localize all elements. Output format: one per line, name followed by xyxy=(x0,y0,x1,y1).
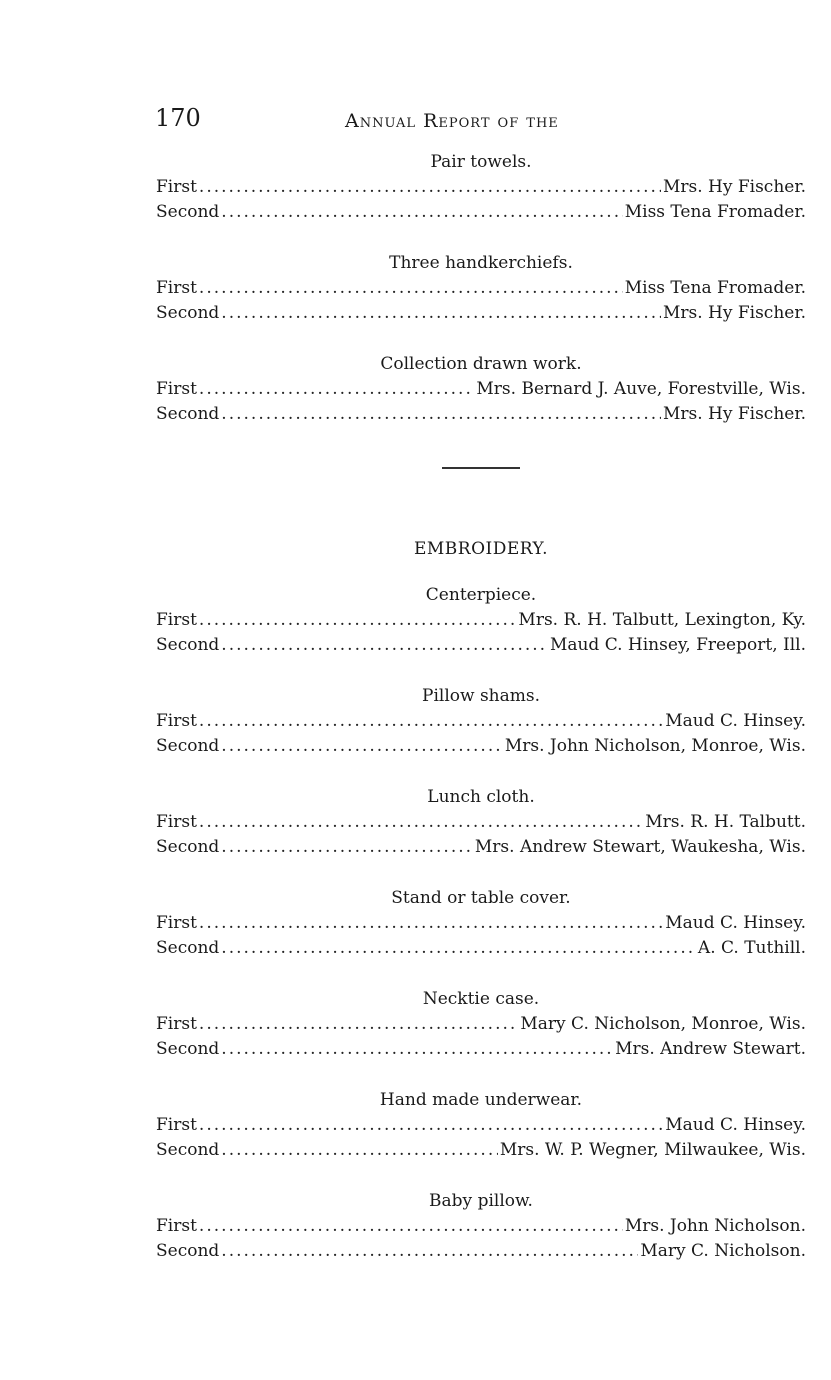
award-category xyxy=(156,352,806,427)
award-entry xyxy=(156,276,806,301)
award-place: Second xyxy=(156,404,220,424)
award-entry xyxy=(156,1138,806,1163)
dot-leader xyxy=(199,608,516,633)
award-entry xyxy=(156,709,806,734)
dot-leader xyxy=(221,301,661,326)
award-entry xyxy=(156,936,806,961)
award-place: Second xyxy=(156,202,220,222)
award-winner: Mary C. Nicholson, Monroe, Wis. xyxy=(520,1014,806,1034)
award-entry xyxy=(156,1214,806,1239)
award-place: First xyxy=(156,278,197,298)
award-category xyxy=(156,583,806,658)
award-winner: Mrs. John Nicholson. xyxy=(624,1216,806,1236)
award-category xyxy=(156,251,806,326)
award-place: First xyxy=(156,913,197,933)
category-title: Pair towels. xyxy=(430,152,532,172)
category-title: Necktie case. xyxy=(422,989,540,1009)
section-heading-embroidery: EMBROIDERY. xyxy=(413,539,548,559)
dot-leader xyxy=(199,911,663,936)
award-entry xyxy=(156,633,806,658)
dot-leader xyxy=(221,734,503,759)
award-place: First xyxy=(156,379,197,399)
award-category xyxy=(156,886,806,961)
award-winner: Maud C. Hinsey. xyxy=(665,913,806,933)
award-winner: Miss Tena Fromader. xyxy=(624,278,806,298)
award-entry xyxy=(156,1113,806,1138)
award-winner: Mrs. Hy Fischer. xyxy=(662,177,806,197)
award-winner: Mrs. R. H. Talbutt, Lexington, Ky. xyxy=(518,610,806,630)
page-content xyxy=(156,150,806,1290)
category-title: Three handkerchiefs. xyxy=(389,253,573,273)
award-winner: Mrs. W. P. Wegner, Milwaukee, Wis. xyxy=(499,1140,806,1160)
award-winner: Maud C. Hinsey, Freeport, Ill. xyxy=(549,635,806,655)
award-category xyxy=(156,1189,806,1264)
award-winner: Mrs. Andrew Stewart. xyxy=(615,1039,806,1059)
award-winner: Mrs. Hy Fischer. xyxy=(662,303,806,323)
category-title: Stand or table cover. xyxy=(391,888,571,908)
embroidery-category-list xyxy=(156,583,806,1264)
award-place: First xyxy=(156,177,197,197)
dot-leader xyxy=(221,835,473,860)
award-place: Second xyxy=(156,938,220,958)
award-winner: Mrs. John Nicholson, Monroe, Wis. xyxy=(504,736,806,756)
award-winner: Maud C. Hinsey. xyxy=(665,1115,806,1135)
award-winner: Miss Tena Fromader. xyxy=(624,202,806,222)
award-entry xyxy=(156,175,806,200)
award-winner: Mrs. Andrew Stewart, Waukesha, Wis. xyxy=(474,837,806,857)
dot-leader xyxy=(199,276,623,301)
award-category xyxy=(156,1088,806,1163)
award-place: Second xyxy=(156,635,220,655)
award-entry xyxy=(156,911,806,936)
award-winner: Mrs. R. H. Talbutt. xyxy=(645,812,806,832)
award-category xyxy=(156,785,806,860)
category-title: Collection drawn work. xyxy=(380,354,582,374)
top-category-list xyxy=(156,150,806,427)
award-entry xyxy=(156,377,806,402)
award-entry xyxy=(156,402,806,427)
award-place: Second xyxy=(156,1241,220,1261)
award-place: Second xyxy=(156,1140,220,1160)
page-number: 170 xyxy=(155,104,201,132)
award-place: First xyxy=(156,1115,197,1135)
dot-leader xyxy=(199,1113,663,1138)
award-place: Second xyxy=(156,736,220,756)
award-winner: Mary C. Nicholson. xyxy=(640,1241,806,1261)
award-category xyxy=(156,684,806,759)
category-title: Centerpiece. xyxy=(425,585,537,605)
award-winner: Mrs. Hy Fischer. xyxy=(662,404,806,424)
award-entry xyxy=(156,608,806,633)
dot-leader xyxy=(199,175,661,200)
dot-leader xyxy=(199,709,663,734)
award-entry xyxy=(156,200,806,225)
dot-leader xyxy=(221,633,548,658)
dot-leader xyxy=(199,1012,518,1037)
award-entry xyxy=(156,810,806,835)
award-place: First xyxy=(156,711,197,731)
page-header xyxy=(155,104,805,138)
award-place: Second xyxy=(156,837,220,857)
dot-leader xyxy=(221,1138,498,1163)
dot-leader xyxy=(199,810,643,835)
dot-leader xyxy=(199,1214,623,1239)
award-winner: A. C. Tuthill. xyxy=(697,938,806,958)
category-title: Baby pillow. xyxy=(429,1191,533,1211)
award-place: First xyxy=(156,1216,197,1236)
dot-leader xyxy=(221,1239,638,1264)
dot-leader xyxy=(221,200,622,225)
award-entry xyxy=(156,734,806,759)
award-winner: Maud C. Hinsey. xyxy=(665,711,806,731)
running-title: Annual Report of the xyxy=(345,110,559,132)
dot-leader xyxy=(221,936,696,961)
award-entry xyxy=(156,1239,806,1264)
award-place: First xyxy=(156,812,197,832)
category-title: Lunch cloth. xyxy=(427,787,535,807)
dot-leader xyxy=(199,377,474,402)
award-winner: Mrs. Bernard J. Auve, Forestville, Wis. xyxy=(476,379,806,399)
award-category xyxy=(156,987,806,1062)
category-title: Hand made underwear. xyxy=(379,1090,583,1110)
award-place: First xyxy=(156,610,197,630)
category-title: Pillow shams. xyxy=(422,686,540,706)
award-place: Second xyxy=(156,1039,220,1059)
award-entry xyxy=(156,1012,806,1037)
award-entry xyxy=(156,835,806,860)
dot-leader xyxy=(221,402,661,427)
award-entry xyxy=(156,301,806,326)
dot-leader xyxy=(221,1037,613,1062)
award-entry xyxy=(156,1037,806,1062)
award-place: First xyxy=(156,1014,197,1034)
award-place: Second xyxy=(156,303,220,323)
award-category xyxy=(156,150,806,225)
